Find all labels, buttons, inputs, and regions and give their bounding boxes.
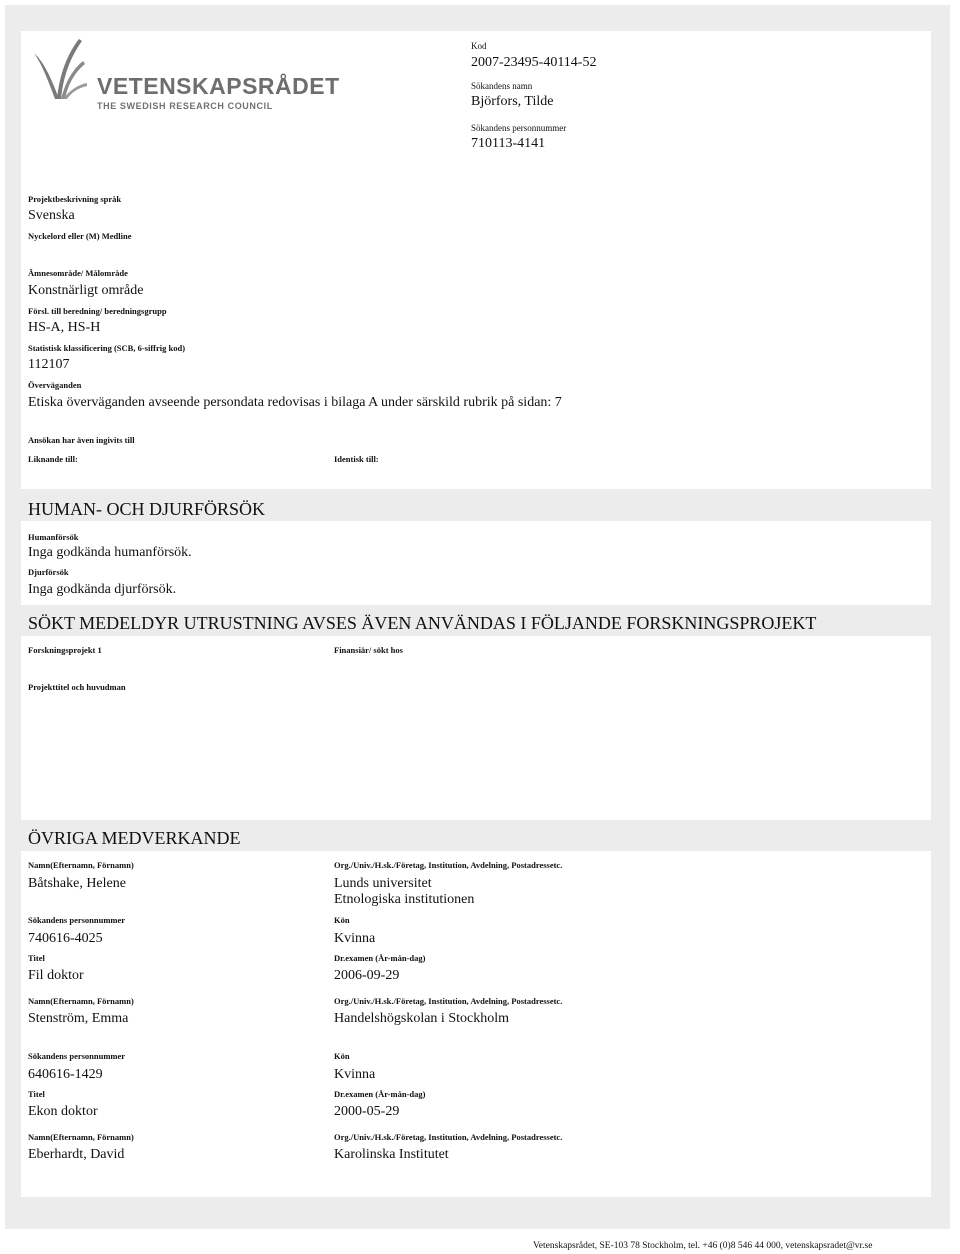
person-panel xyxy=(21,851,931,989)
person-titel-label: Titel xyxy=(28,1089,45,1099)
footer-address: Vetenskapsrådet, SE-103 78 Stockholm, tel. +46 (0)8 546 44 000, vetenskapsradet@vr.se xyxy=(533,1241,873,1251)
ovriga-heading: ÖVRIGA MEDVERKANDE xyxy=(28,828,241,848)
fp-label: Forskningsprojekt 1 xyxy=(28,645,102,655)
titel-label: Projekttitel och huvudman xyxy=(28,682,126,692)
forsl-label: Försl. till beredning/ beredningsgrupp xyxy=(28,306,167,316)
person-dr-label: Dr.examen (År-mån-dag) xyxy=(334,953,426,963)
kod-value: 2007-23495-40114-52 xyxy=(471,55,597,70)
person-org-line1: Lunds universitet xyxy=(334,876,432,891)
djur-value: Inga godkända djurförsök. xyxy=(28,582,177,597)
overv-label: Överväganden xyxy=(28,380,82,390)
person-namn-label: Namn(Efternamn, Förnamn) xyxy=(28,860,134,870)
stat-label: Statistisk klassificering (SCB, 6-siffrig kod) xyxy=(28,343,186,353)
identisk-label: Identisk till: xyxy=(334,454,379,464)
logo-subtitle: THE SWEDISH RESEARCH COUNCIL xyxy=(97,101,273,111)
projekt-heading: SÖKT MEDELDYR UTRUSTNING AVSES ÄVEN ANVÄNDAS I FÖLJANDE FORSKNINGSPROJEKT xyxy=(28,613,817,633)
person-org-line1: Handelshögskolan i Stockholm xyxy=(334,1011,509,1026)
amne-value: Konstnärligt område xyxy=(28,283,144,298)
human-panel xyxy=(21,521,931,605)
overv-value: Etiska överväganden avseende persondata redovisas i bilaga A under särskild rubrik på sidan: 7 xyxy=(28,395,562,410)
djur-label: Djurförsök xyxy=(28,567,69,577)
person-dr: 2000-05-29 xyxy=(334,1104,400,1119)
human-value: Inga godkända humanförsök. xyxy=(28,545,192,560)
person-panel xyxy=(21,989,931,1125)
person-pnr: 640616-1429 xyxy=(28,1067,103,1082)
person-namn: Eberhardt, David xyxy=(28,1147,125,1162)
person-dr: 2006-09-29 xyxy=(334,968,400,983)
person-panel xyxy=(21,1125,931,1197)
person-titel-label: Titel xyxy=(28,953,45,963)
human-heading: HUMAN- OCH DJURFÖRSÖK xyxy=(28,499,266,519)
pnr-value: 710113-4141 xyxy=(471,136,546,151)
header-panel xyxy=(21,31,931,189)
liknande-label: Liknande till: xyxy=(28,454,78,464)
person-org-label: Org./Univ./H.sk./Företag, Institution, Avdelning, Postadressetc. xyxy=(334,996,563,1006)
person-kon-label: Kön xyxy=(334,915,350,925)
sprak-value: Svenska xyxy=(28,208,75,223)
person-kon: Kvinna xyxy=(334,1067,376,1082)
person-namn-label: Namn(Efternamn, Förnamn) xyxy=(28,1132,134,1142)
pnr-label: Sökandens personnummer xyxy=(471,123,567,133)
ansokan-label: Ansökan har även ingivits till xyxy=(28,435,135,445)
person-org-line2: Etnologiska institutionen xyxy=(334,892,475,907)
person-dr-label: Dr.examen (År-mån-dag) xyxy=(334,1089,426,1099)
person-pnr-label: Sökandens personnummer xyxy=(28,915,126,925)
logo xyxy=(29,39,340,111)
person-namn-label: Namn(Efternamn, Förnamn) xyxy=(28,996,134,1006)
person-titel: Ekon doktor xyxy=(28,1104,98,1119)
nyckelord-label: Nyckelord eller (M) Medline xyxy=(28,231,132,241)
sprak-label: Projektbeskrivning språk xyxy=(28,194,122,204)
person-kon: Kvinna xyxy=(334,931,376,946)
person-kon-label: Kön xyxy=(334,1051,350,1061)
person-org-label: Org./Univ./H.sk./Företag, Institution, Avdelning, Postadressetc. xyxy=(334,860,563,870)
person-namn: Båtshake, Helene xyxy=(28,876,126,891)
person-pnr: 740616-4025 xyxy=(28,931,103,946)
person-org-line1: Karolinska Institutet xyxy=(334,1147,449,1162)
person-namn: Stenström, Emma xyxy=(28,1011,129,1026)
fin-label: Finansiär/ sökt hos xyxy=(334,645,403,655)
stat-value: 112107 xyxy=(28,357,70,372)
kod-label: Kod xyxy=(471,41,487,51)
logo-name: VETENSKAPSRÅDET xyxy=(97,73,340,99)
logo-icon xyxy=(29,39,89,109)
forsl-value: HS-A, HS-H xyxy=(28,320,101,335)
person-titel: Fil doktor xyxy=(28,968,84,983)
namn-label: Sökandens namn xyxy=(471,81,533,91)
human-label: Humanförsök xyxy=(28,532,79,542)
amne-label: Ämnesområde/ Målområde xyxy=(28,268,128,278)
projekt-panel xyxy=(21,636,931,820)
person-org-label: Org./Univ./H.sk./Företag, Institution, Avdelning, Postadressetc. xyxy=(334,1132,563,1142)
person-pnr-label: Sökandens personnummer xyxy=(28,1051,126,1061)
namn-value: Björfors, Tilde xyxy=(471,94,554,109)
info-panel xyxy=(21,189,931,489)
